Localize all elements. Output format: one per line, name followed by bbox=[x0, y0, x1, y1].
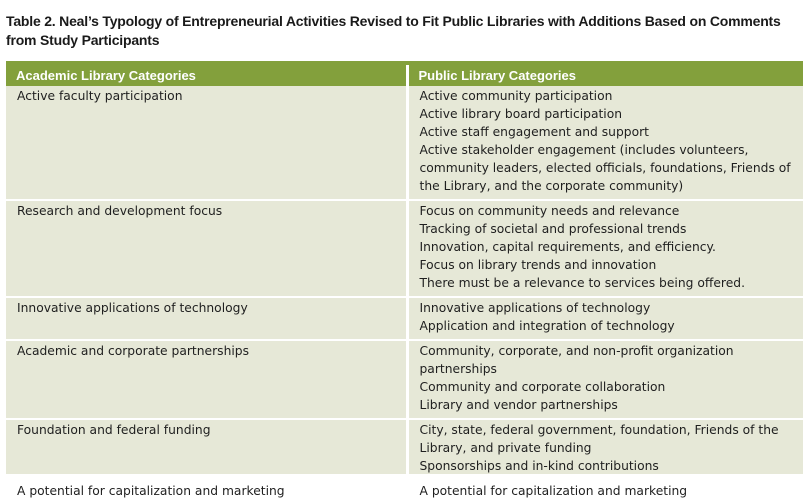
public-category-cell bbox=[407, 480, 803, 504]
table-row bbox=[6, 419, 803, 480]
table-caption: Table 2. Neal’s Typology of Entrepreneurial Activities Revised to Fit Public Libraries with Additions Based on Comments from Study Participants bbox=[6, 13, 781, 48]
typology-table bbox=[6, 65, 803, 504]
table-row bbox=[6, 480, 803, 504]
academic-category-cell: Active faculty participation bbox=[6, 86, 407, 200]
table-header-row bbox=[6, 65, 803, 86]
public-category-item: Active library board participation bbox=[419, 107, 623, 121]
academic-category-cell: Research and development focus bbox=[6, 200, 407, 297]
public-category-item: Innovation, capital requirements, and efficiency. bbox=[419, 240, 716, 254]
public-category-item: Active community participation bbox=[419, 89, 613, 103]
public-category-item: Application and integration of technology bbox=[419, 319, 675, 333]
public-category-cell bbox=[407, 86, 803, 200]
academic-category-cell: A potential for capitalization and marketing bbox=[6, 480, 407, 504]
public-category-item: Focus on community needs and relevance bbox=[419, 204, 680, 218]
public-category-item: Innovative applications of technology bbox=[419, 301, 651, 315]
header-public-categories: Public Library Categories bbox=[407, 65, 803, 86]
public-category-item: City, state, federal government, foundation, Friends of the Library, and private funding bbox=[419, 423, 779, 455]
public-category-item: Active stakeholder engagement (includes volunteers, community leaders, elected officials, foundations, Friends of the Library, and the corporate community) bbox=[419, 143, 791, 193]
header-academic-categories: Academic Library Categories bbox=[6, 65, 407, 86]
academic-category-cell: Innovative applications of technology bbox=[6, 297, 407, 340]
public-category-item: Sponsorships and in-kind contributions bbox=[419, 459, 659, 473]
public-category-cell bbox=[407, 419, 803, 480]
academic-category-cell: Academic and corporate partnerships bbox=[6, 340, 407, 419]
table-row bbox=[6, 340, 803, 419]
public-category-item: Focus on library trends and innovation bbox=[419, 258, 657, 272]
public-category-item: Tracking of societal and professional trends bbox=[419, 222, 687, 236]
public-category-item: Community and corporate collaboration bbox=[419, 380, 666, 394]
table-row bbox=[6, 297, 803, 340]
academic-category-cell: Foundation and federal funding bbox=[6, 419, 407, 480]
public-category-item: There must be a relevance to services being offered. bbox=[419, 276, 745, 290]
public-category-item: A potential for capitalization and marketing bbox=[419, 484, 688, 498]
typology-table-container bbox=[6, 61, 803, 498]
table-row bbox=[6, 200, 803, 297]
public-category-cell bbox=[407, 200, 803, 297]
public-category-item: Community, corporate, and non-profit organization partnerships bbox=[419, 344, 734, 376]
public-category-item: Active staff engagement and support bbox=[419, 125, 649, 139]
table-row bbox=[6, 86, 803, 200]
public-category-cell bbox=[407, 340, 803, 419]
public-category-item: Library and vendor partnerships bbox=[419, 398, 618, 412]
public-category-cell bbox=[407, 297, 803, 340]
